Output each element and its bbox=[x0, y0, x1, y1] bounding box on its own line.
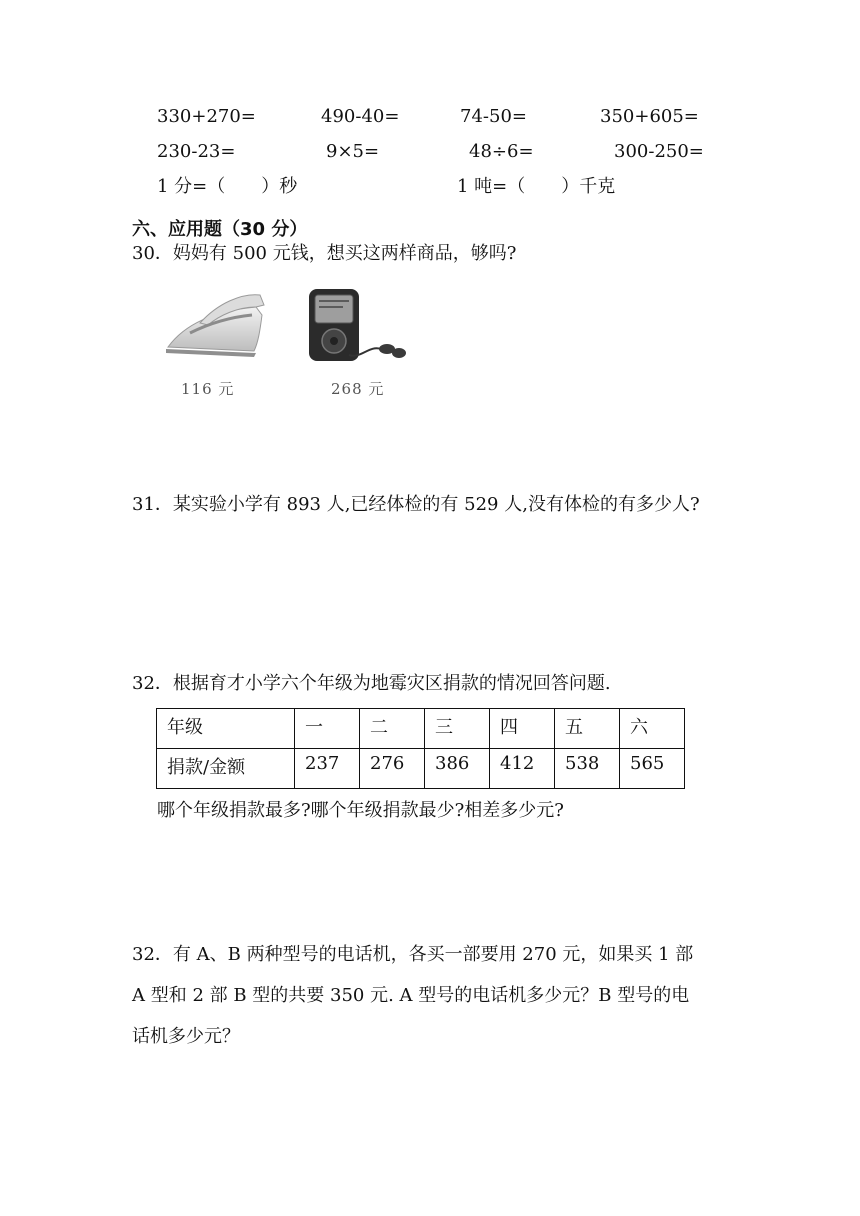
table-cell: 五 bbox=[555, 709, 620, 749]
table-cell: 一 bbox=[295, 709, 360, 749]
calc-item: 74-50= bbox=[460, 106, 527, 127]
question-32-phones-line: 话机多少元？ bbox=[132, 1026, 240, 1047]
conversion-item: 1 吨=（ ）千克 bbox=[457, 176, 616, 197]
table-cell: 276 bbox=[360, 749, 425, 789]
table-cell: 386 bbox=[425, 749, 490, 789]
question-32-table: 32．根据育才小学六个年级为地霉灾区捐款的情况回答问题. bbox=[132, 673, 611, 694]
table-cell: 六 bbox=[620, 709, 685, 749]
calc-item: 300-250= bbox=[614, 141, 704, 162]
table-cell: 三 bbox=[425, 709, 490, 749]
question-30: 30．妈妈有 500 元钱，想买这两样商品，够吗? bbox=[132, 243, 517, 264]
table-cell: 四 bbox=[490, 709, 555, 749]
calc-item: 48÷6= bbox=[469, 141, 534, 162]
calc-item: 330+270= bbox=[157, 106, 256, 127]
table-cell: 538 bbox=[555, 749, 620, 789]
question-31: 31．某实验小学有 893 人,已经体检的有 529 人,没有体检的有多少人? bbox=[132, 494, 700, 515]
table-cell: 565 bbox=[620, 749, 685, 789]
table-header-cell: 年级 bbox=[157, 709, 295, 749]
donation-table bbox=[156, 708, 685, 789]
calc-item: 230-23= bbox=[157, 141, 236, 162]
question-32-phones-line: A 型和 2 部 B 型的共要 350 元. A 型号的电话机多少元？B 型号的电 bbox=[132, 985, 690, 1006]
table-row bbox=[157, 749, 685, 789]
question-32-followup: 哪个年级捐款最多?哪个年级捐款最少?相差多少元? bbox=[157, 800, 564, 821]
table-header-cell: 捐款/金额 bbox=[157, 749, 295, 789]
price-label: 116 元 bbox=[181, 380, 235, 398]
calc-item: 9×5= bbox=[326, 141, 380, 162]
section-title: 六、应用题（30 分） bbox=[132, 219, 308, 240]
price-label: 268 元 bbox=[331, 380, 385, 398]
calc-item: 350+605= bbox=[600, 106, 699, 127]
conversion-item: 1 分=（ ）秒 bbox=[157, 176, 298, 197]
mp3-player-icon bbox=[303, 285, 409, 367]
table-cell: 412 bbox=[490, 749, 555, 789]
table-row bbox=[157, 709, 685, 749]
question-32-phones-line: 32．有 A、B 两种型号的电话机，各买一部要用 270 元，如果买 1 部 bbox=[132, 944, 694, 965]
table-cell: 237 bbox=[295, 749, 360, 789]
table-cell: 二 bbox=[360, 709, 425, 749]
iron-icon bbox=[160, 285, 272, 363]
calc-item: 490-40= bbox=[321, 106, 400, 127]
